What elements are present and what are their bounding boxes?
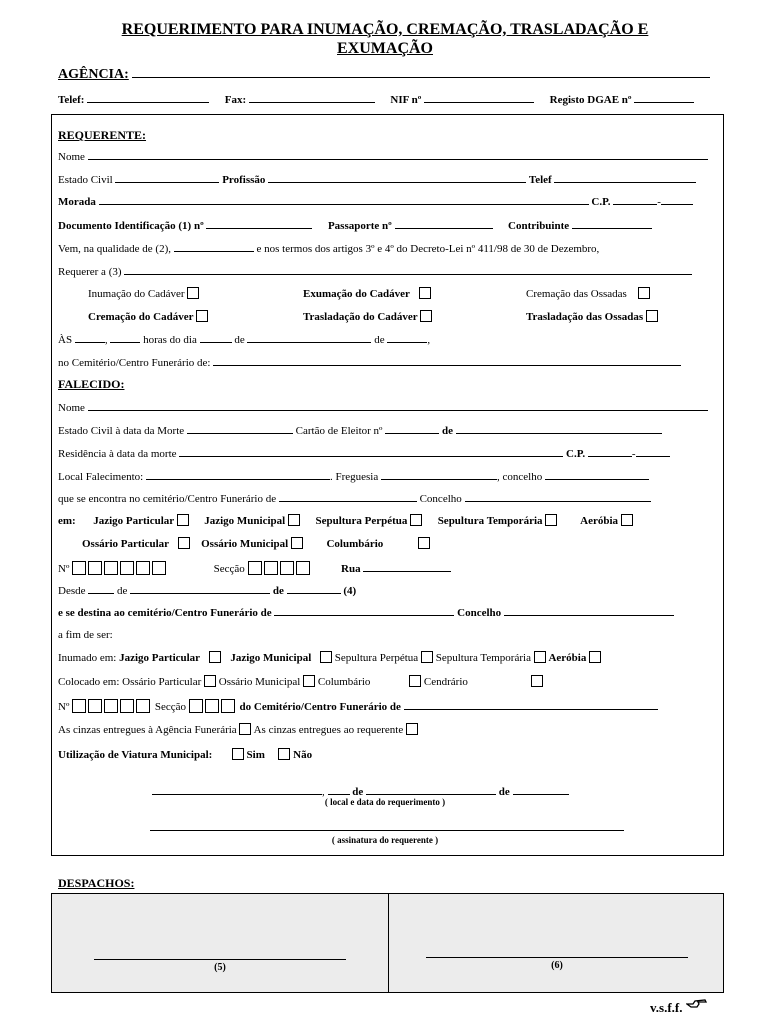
nif-label: NIF nº xyxy=(390,94,422,106)
falecido-estado-label: Estado Civil à data da Morte xyxy=(58,425,185,437)
seccao-boxes[interactable] xyxy=(248,561,312,575)
local-data-caption: ( local e data do requerimento ) xyxy=(324,797,446,807)
desde-dia-field[interactable] xyxy=(88,584,114,594)
telef-label: Telef: xyxy=(58,94,85,106)
cartao-eleitor-label: Cartão de Eleitor nº xyxy=(295,425,383,437)
cinzas-agencia-checkbox[interactable] xyxy=(239,723,251,735)
inumado-jazigo-municipal-checkbox[interactable] xyxy=(320,651,332,663)
encontra-cemiterio-field[interactable] xyxy=(279,492,417,502)
fim-label: a fim de ser: xyxy=(58,629,113,641)
fax-field[interactable] xyxy=(249,93,375,103)
ossario-municipal-label: Ossário Municipal xyxy=(201,538,289,550)
assinatura-line[interactable] xyxy=(150,830,624,831)
desde-row xyxy=(58,584,356,598)
ossario-particular-checkbox[interactable] xyxy=(178,537,190,549)
opt-trasladacao-ossadas xyxy=(526,310,658,324)
dia-field[interactable] xyxy=(200,333,232,343)
contribuinte-field[interactable] xyxy=(572,219,652,229)
qualidade-row xyxy=(58,242,599,256)
concelho-field[interactable] xyxy=(545,470,649,480)
despacho-5-label: (5) xyxy=(214,962,226,973)
profissao-label: Profissão xyxy=(222,174,266,186)
numero-boxes[interactable] xyxy=(72,561,168,575)
documento-row xyxy=(58,219,652,233)
seccao-label: Secção xyxy=(213,563,245,575)
documento-field[interactable] xyxy=(206,219,312,229)
nome-label: Nome xyxy=(58,151,85,163)
numero-label: Nº xyxy=(58,563,70,575)
colocado-ossario-municipal-checkbox[interactable] xyxy=(303,675,315,687)
inumado-sepultura-temporaria-label: Sepultura Temporária xyxy=(435,652,531,664)
sepultura-temporaria-checkbox[interactable] xyxy=(545,514,557,526)
destino-seccao-label: Secção xyxy=(154,701,187,713)
fax-label: Fax: xyxy=(224,94,247,106)
requerente-heading: REQUERENTE: xyxy=(58,128,147,142)
requerer-field[interactable] xyxy=(124,265,692,275)
destina-concelho-label: Concelho xyxy=(457,607,502,619)
passaporte-field[interactable] xyxy=(395,219,493,229)
comma-sep: , xyxy=(104,334,108,346)
assinatura-caption: ( assinatura do requerente ) xyxy=(331,835,439,845)
destina-row xyxy=(58,606,674,620)
colocado-ossario-particular-label: Ossário Particular xyxy=(122,676,202,688)
de-label-1: de xyxy=(234,334,245,346)
requerente-telef-label: Telef xyxy=(528,174,552,186)
viatura-sim-label: Sim xyxy=(246,749,265,761)
local-data-row: , de de xyxy=(152,785,569,799)
cremacao-ossadas-label: Cremação das Ossadas xyxy=(526,288,627,300)
cremacao-ossadas-checkbox[interactable] xyxy=(638,287,650,299)
colocado-ossario-particular-checkbox[interactable] xyxy=(204,675,216,687)
agencia-label: AGÊNCIA: xyxy=(58,67,129,82)
trasladacao-cadaver-label: Trasladação do Cadáver xyxy=(303,311,418,323)
viatura-nao-checkbox[interactable] xyxy=(278,748,290,760)
requerer-label: Requerer a (3) xyxy=(58,266,122,278)
local-falecimento-label: Local Falecimento: xyxy=(58,471,144,483)
requerente-estado-row xyxy=(58,173,696,187)
mes-field[interactable] xyxy=(247,333,371,343)
inumado-em-label: Inumado em: xyxy=(58,652,117,664)
title-line-1: REQUERIMENTO PARA INUMAÇÃO, CREMAÇÃO, TRASLADAÇÃO E xyxy=(121,21,649,38)
vsff-note xyxy=(650,996,708,1016)
numero-seccao-row xyxy=(58,561,451,576)
opt-exumacao-cadaver xyxy=(303,287,431,301)
inumado-sepultura-perpetua-checkbox[interactable] xyxy=(421,651,433,663)
data-dia-field[interactable] xyxy=(328,785,350,795)
colocado-columbario-checkbox[interactable] xyxy=(409,675,421,687)
horas-do-dia-label: horas do dia xyxy=(143,334,197,346)
estado-civil-label: Estado Civil xyxy=(58,174,113,186)
desde-ano-field[interactable] xyxy=(287,584,341,594)
inumado-sepultura-temporaria-checkbox[interactable] xyxy=(534,651,546,663)
inumado-sepultura-perpetua-label: Sepultura Perpétua xyxy=(334,652,419,664)
sepultura-perpetua-checkbox[interactable] xyxy=(410,514,422,526)
inumacao-cadaver-checkbox[interactable] xyxy=(187,287,199,299)
cartao-eleitor-field[interactable] xyxy=(385,424,439,434)
freguesia-field[interactable] xyxy=(381,470,497,480)
destino-cemiterio-label: do Cemitério/Centro Funerário de xyxy=(239,701,401,713)
nota-4: (4) xyxy=(343,585,357,597)
aerobia-label: Aeróbia xyxy=(580,515,619,527)
inumado-aerobia-checkbox[interactable] xyxy=(589,651,601,663)
opt-cremacao-cadaver xyxy=(88,310,208,324)
data-de-label-1: de xyxy=(352,786,364,798)
minuto-field[interactable] xyxy=(110,333,140,343)
ossario-row xyxy=(82,537,430,551)
title-line-2: EXUMAÇÃO xyxy=(337,40,433,57)
local-field[interactable] xyxy=(152,785,322,795)
decreto-text: e nos termos dos artigos 3º e 4º do Decreto-Lei nº 411/98 de 30 de Dezembro, xyxy=(256,243,600,255)
cp-field-1[interactable] xyxy=(613,195,657,205)
profissao-field[interactable] xyxy=(268,173,526,183)
exumacao-cadaver-label: Exumação do Cadáver xyxy=(303,288,410,300)
despachos-divider xyxy=(388,894,389,992)
opt-inumacao-cadaver xyxy=(88,287,199,301)
data-de-label-2: de xyxy=(498,786,510,798)
local-falecimento-field[interactable] xyxy=(146,470,330,480)
requerente-telef-field[interactable] xyxy=(554,173,696,183)
viatura-row xyxy=(58,748,312,762)
cinzas-agencia-label: As cinzas entregues à Agência Funerária xyxy=(58,724,237,736)
despachos-heading: DESPACHOS: xyxy=(58,876,135,890)
ossario-municipal-checkbox[interactable] xyxy=(291,537,303,549)
viatura-sim-checkbox[interactable] xyxy=(232,748,244,760)
encontra-concelho-label: Concelho xyxy=(419,493,462,505)
destina-label: e se destina ao cemitério/Centro Funerário de xyxy=(58,607,272,619)
agencia-field[interactable] xyxy=(132,66,710,78)
cemiterio-field[interactable] xyxy=(213,356,681,366)
registo-field[interactable] xyxy=(634,93,694,103)
falecido-nome-field[interactable] xyxy=(88,401,708,411)
despacho-6-label: (6) xyxy=(551,960,563,971)
aerobia-checkbox[interactable] xyxy=(621,514,633,526)
data-ano-field[interactable] xyxy=(513,785,569,795)
inumacao-cadaver-label: Inumação do Cadáver xyxy=(88,288,185,300)
pointing-hand-icon xyxy=(686,996,708,1010)
destino-numero-boxes[interactable] xyxy=(72,699,152,713)
opt-trasladacao-cadaver xyxy=(303,310,432,324)
concelho-label: , concelho xyxy=(496,471,543,483)
cremacao-cadaver-label: Cremação do Cadáver xyxy=(88,311,194,323)
data-mes-field[interactable] xyxy=(366,785,496,795)
sepultura-perpetua-label: Sepultura Perpétua xyxy=(315,515,408,527)
falecido-estado-row xyxy=(58,424,662,438)
trasladacao-cadaver-checkbox[interactable] xyxy=(420,310,432,322)
despacho-6-line[interactable] xyxy=(426,957,688,958)
viatura-nao-label: Não xyxy=(293,749,313,761)
cemiterio-label: no Cemitério/Centro Funerário de: xyxy=(58,357,211,369)
ossario-particular-label: Ossário Particular xyxy=(82,538,169,550)
estado-civil-field[interactable] xyxy=(115,173,219,183)
de-label-2: de xyxy=(374,334,385,346)
vem-label: Vem, na qualidade de (2), xyxy=(58,243,172,255)
inumado-aerobia-label: Aeróbia xyxy=(548,652,587,664)
destino-numero-row xyxy=(58,699,658,714)
nif-field[interactable] xyxy=(424,93,534,103)
registo-label: Registo DGAE nº xyxy=(549,94,632,106)
desde-mes-field[interactable] xyxy=(130,584,270,594)
colocado-em-label: Colocado em: xyxy=(58,676,120,688)
inumado-jazigo-particular-checkbox[interactable] xyxy=(209,651,221,663)
colocado-ossario-municipal-label: Ossário Municipal xyxy=(218,676,301,688)
cendrario-label: Cendrário xyxy=(423,676,468,688)
jazigo-particular-label: Jazigo Particular xyxy=(93,515,174,527)
viatura-label: Utilização de Viatura Municipal: xyxy=(58,749,213,761)
encontra-label: que se encontra no cemitério/Centro Funerário de xyxy=(58,493,277,505)
requerente-morada-row: Morada C.P. - xyxy=(58,195,693,209)
inumado-jazigo-municipal-label: Jazigo Municipal xyxy=(230,652,312,664)
morada-field[interactable] xyxy=(99,195,589,205)
rua-field[interactable] xyxy=(363,562,451,572)
cremacao-cadaver-checkbox[interactable] xyxy=(196,310,208,322)
destina-concelho-field[interactable] xyxy=(504,606,674,616)
em-label: em: xyxy=(58,515,76,527)
telef-field[interactable] xyxy=(87,93,209,103)
sepultura-temporaria-label: Sepultura Temporária xyxy=(437,515,543,527)
hora-field[interactable] xyxy=(75,333,105,343)
residencia-field[interactable] xyxy=(179,447,563,457)
desde-de-label-2: de xyxy=(272,585,284,597)
cp-field-2[interactable] xyxy=(661,195,693,205)
contribuinte-label: Contribuinte xyxy=(508,220,570,232)
documento-label: Documento Identificação (1) nº xyxy=(58,220,204,232)
as-label: ÀS xyxy=(58,334,73,346)
freguesia-label: . Freguesia xyxy=(329,471,379,483)
morada-label: Morada xyxy=(58,196,96,208)
vsff-text: v.s.f.f. xyxy=(650,1000,683,1015)
rua-label: Rua xyxy=(341,563,361,575)
cartao-de-label: de xyxy=(441,425,453,437)
qualidade-field[interactable] xyxy=(174,242,254,252)
cartao-de-field[interactable] xyxy=(456,424,662,434)
passaporte-label: Passaporte nº xyxy=(327,220,392,232)
cinzas-requerente-checkbox[interactable] xyxy=(406,723,418,735)
despachos-box xyxy=(51,893,724,993)
opt-cremacao-ossadas xyxy=(526,287,650,301)
destina-cemiterio-field[interactable] xyxy=(274,606,454,616)
residencia-label: Residência à data da morte xyxy=(58,448,177,460)
falecido-cp-field-1[interactable] xyxy=(588,447,632,457)
columbario-label: Columbário xyxy=(326,538,384,550)
colocado-columbario-label: Columbário xyxy=(317,676,371,688)
columbario-checkbox[interactable] xyxy=(418,537,430,549)
em-row xyxy=(58,514,633,528)
residencia-row: Residência à data da morte C.P. - xyxy=(58,447,670,461)
cendrario-checkbox[interactable] xyxy=(531,675,543,687)
requerer-row xyxy=(58,265,692,279)
destino-seccao-boxes[interactable] xyxy=(189,699,237,713)
falecido-nome-label: Nome xyxy=(58,402,85,414)
cinzas-requerente-label: As cinzas entregues ao requerente xyxy=(253,724,404,736)
trasladacao-ossadas-label: Trasladação das Ossadas xyxy=(526,311,644,323)
encontra-concelho-field[interactable] xyxy=(465,492,651,502)
exumacao-cadaver-checkbox[interactable] xyxy=(419,287,431,299)
trasladacao-ossadas-checkbox[interactable] xyxy=(646,310,658,322)
destino-cemiterio-field[interactable] xyxy=(404,700,658,710)
jazigo-particular-checkbox[interactable] xyxy=(177,514,189,526)
falecido-heading: FALECIDO: xyxy=(58,377,125,391)
requerente-nome-row xyxy=(58,150,708,164)
inumado-row xyxy=(58,651,601,665)
falecido-cp-field-2[interactable] xyxy=(636,447,670,457)
jazigo-municipal-label: Jazigo Municipal xyxy=(204,515,286,527)
cemiterio-row xyxy=(58,356,681,370)
desde-de-label-1: de xyxy=(117,585,128,597)
ano-field[interactable] xyxy=(387,333,427,343)
local-falecimento-row xyxy=(58,470,649,484)
cinzas-row xyxy=(58,723,418,737)
colocado-row xyxy=(58,675,543,689)
destino-numero-label: Nº xyxy=(58,701,70,713)
inumado-jazigo-particular-label: Jazigo Particular xyxy=(119,652,201,664)
falecido-estado-field[interactable] xyxy=(187,424,293,434)
falecido-cp-label: C.P. xyxy=(566,448,586,460)
form-title xyxy=(0,20,770,58)
encontra-row xyxy=(58,492,651,506)
desde-label: Desde xyxy=(58,585,86,597)
despacho-5-line[interactable] xyxy=(94,959,346,960)
contact-row xyxy=(58,93,694,107)
as-horas-row: ÀS , horas do dia de de , xyxy=(58,334,431,346)
cp-label: C.P. xyxy=(591,196,611,208)
falecido-nome-row xyxy=(58,401,708,415)
agencia-row xyxy=(58,66,710,83)
jazigo-municipal-checkbox[interactable] xyxy=(288,514,300,526)
requerente-nome-field[interactable] xyxy=(88,150,708,160)
